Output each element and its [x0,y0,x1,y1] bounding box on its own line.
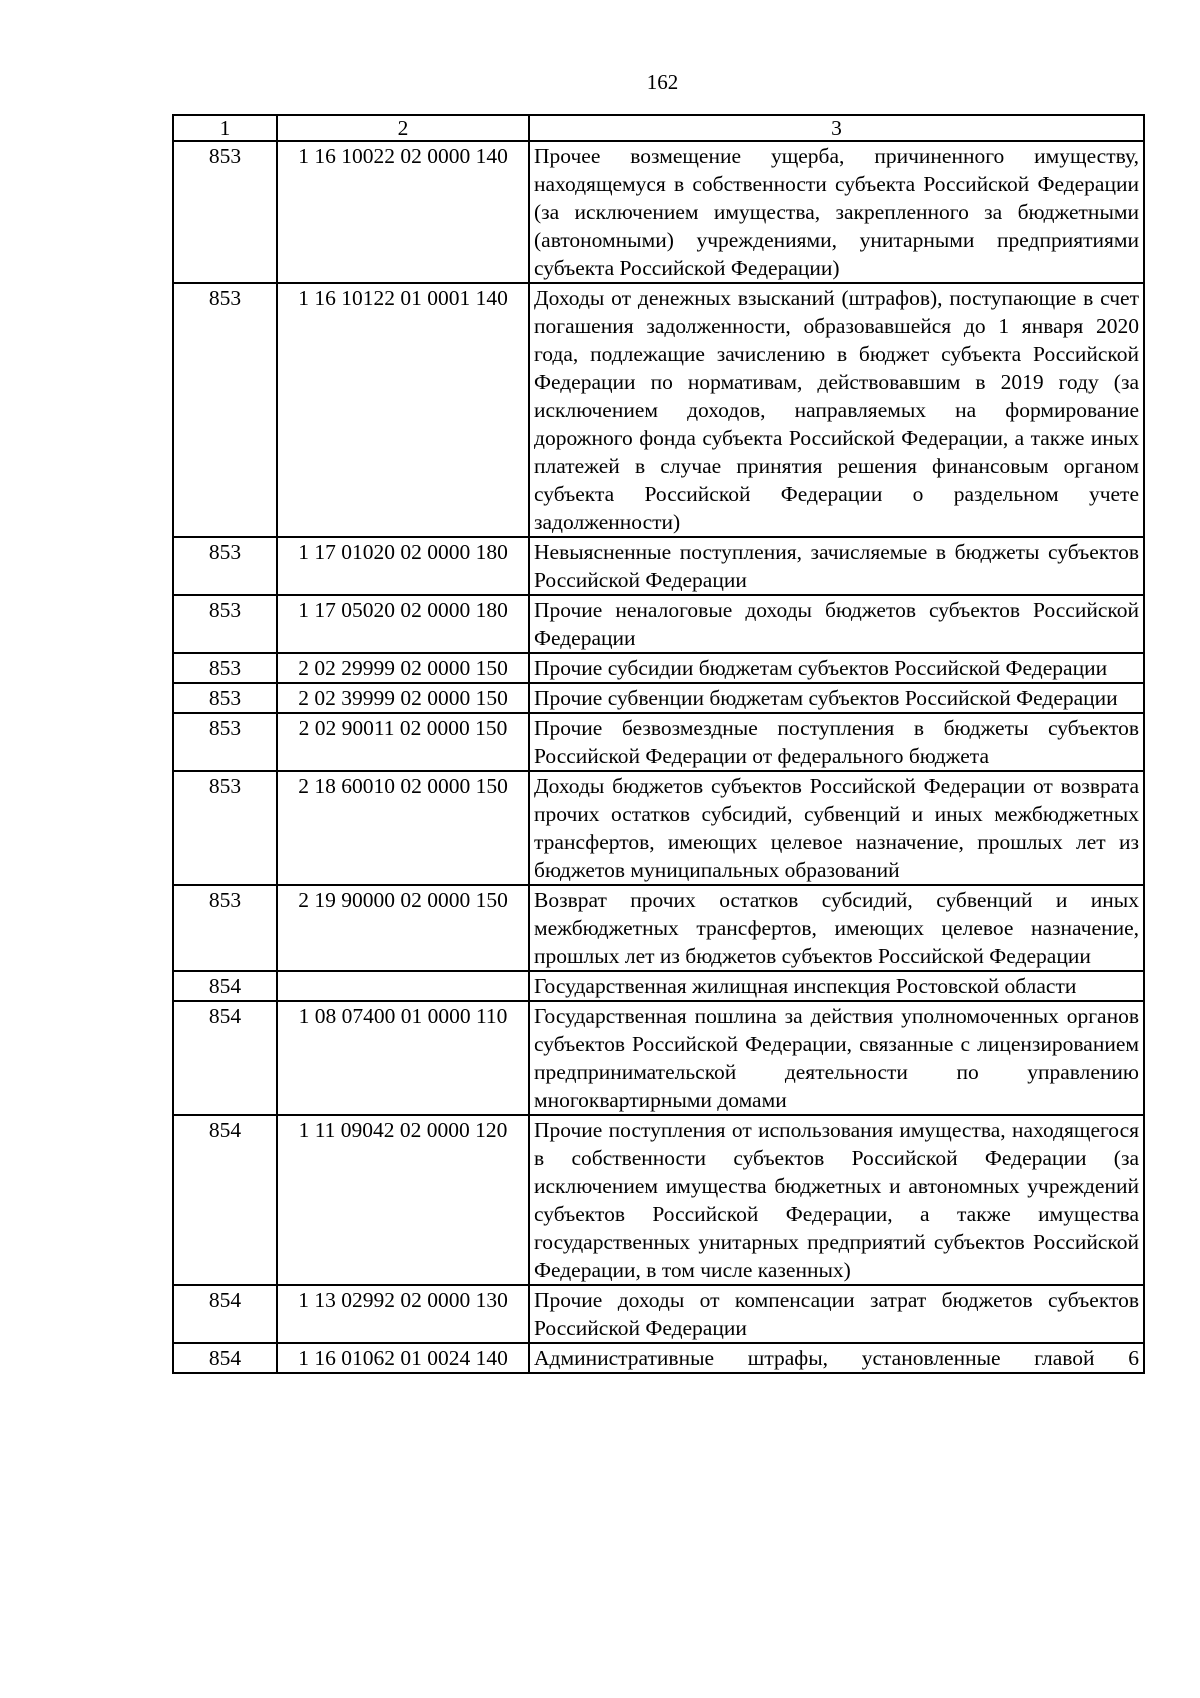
admin-code-cell: 854 [173,1001,277,1115]
table-row [173,885,1144,971]
table-row [173,713,1144,771]
table-row [173,595,1144,653]
income-name-cell: Прочие субвенции бюджетам субъектов Российской Федерации [529,683,1144,713]
header-cell-2: 2 [277,115,529,141]
admin-code-cell: 853 [173,653,277,683]
income-name-cell: Доходы от денежных взысканий (штрафов), поступающие в счет погашения задолженности, образовавшейся до 1 января 2020 года, подлежащие зачислению в бюджет субъекта Российской Федерации по нормативам, действовавшим в 2019 году (за исключением доходов, направляемых на формирование дорожного фонда субъекта Российской Федерации, а также иных платежей в случае принятия решения финансовым органом субъекта Российской Федерации о раздельном учете задолженности) [529,283,1144,537]
admin-code-cell: 854 [173,971,277,1001]
header-cell-1: 1 [173,115,277,141]
table-header-row [173,115,1144,141]
income-name-cell: Государственная жилищная инспекция Ростовской области [529,971,1144,1001]
table-row [173,1343,1144,1373]
admin-code-cell: 853 [173,885,277,971]
budget-code-cell: 1 13 02992 02 0000 130 [277,1285,529,1343]
income-name-cell: Доходы бюджетов субъектов Российской Федерации от возврата прочих остатков субсидий, субвенций и иных межбюджетных трансфертов, имеющих целевое назначение, прошлых лет из бюджетов муниципальных образований [529,771,1144,885]
budget-code-cell: 1 11 09042 02 0000 120 [277,1115,529,1285]
table-row [173,653,1144,683]
header-cell-3: 3 [529,115,1144,141]
budget-code-cell: 2 18 60010 02 0000 150 [277,771,529,885]
income-name-cell: Прочие доходы от компенсации затрат бюджетов субъектов Российской Федерации [529,1285,1144,1343]
budget-code-cell: 2 02 39999 02 0000 150 [277,683,529,713]
table-row [173,283,1144,537]
income-name-cell: Административные штрафы, установленные главой 6 [529,1343,1144,1373]
budget-code-cell: 2 02 29999 02 0000 150 [277,653,529,683]
income-name-cell: Прочее возмещение ущерба, причиненного имуществу, находящемуся в собственности субъекта Российской Федерации (за исключением имущества, закрепленного за бюджетными (автономными) учреждениями, унитарными предприятиями субъекта Российской Федерации) [529,141,1144,283]
budget-code-cell: 2 19 90000 02 0000 150 [277,885,529,971]
budget-income-table [172,114,1145,1374]
income-name-cell: Прочие субсидии бюджетам субъектов Российской Федерации [529,653,1144,683]
income-name-cell: Возврат прочих остатков субсидий, субвенций и иных межбюджетных трансфертов, имеющих целевое назначение, прошлых лет из бюджетов субъектов Российской Федерации [529,885,1144,971]
table-row [173,141,1144,283]
admin-code-cell: 853 [173,713,277,771]
budget-code-cell: 2 02 90011 02 0000 150 [277,713,529,771]
budget-code-cell: 1 16 10122 01 0001 140 [277,283,529,537]
page-number: 162 [646,70,679,94]
admin-code-cell: 853 [173,595,277,653]
table-row [173,1115,1144,1285]
admin-code-cell: 853 [173,537,277,595]
table-row [173,971,1144,1001]
budget-code-cell: 1 17 05020 02 0000 180 [277,595,529,653]
budget-code-cell: 1 16 10022 02 0000 140 [277,141,529,283]
budget-code-cell: 1 16 01062 01 0024 140 [277,1343,529,1373]
admin-code-cell: 854 [173,1285,277,1343]
admin-code-cell: 853 [173,683,277,713]
admin-code-cell: 854 [173,1343,277,1373]
income-name-cell: Прочие поступления от использования имущества, находящегося в собственности субъектов Российской Федерации (за исключением имущества бюджетных и автономных учреждений субъектов Российской Федерации, а также имущества государственных унитарных предприятий субъектов Российской Федерации, в том числе казенных) [529,1115,1144,1285]
income-name-cell: Прочие неналоговые доходы бюджетов субъектов Российской Федерации [529,595,1144,653]
income-name-cell: Государственная пошлина за действия уполномоченных органов субъектов Российской Федерации, связанные с лицензированием предпринимательской деятельности по управлению многоквартирными домами [529,1001,1144,1115]
budget-code-cell: 1 08 07400 01 0000 110 [277,1001,529,1115]
income-name-cell: Невыясненные поступления, зачисляемые в бюджеты субъектов Российской Федерации [529,537,1144,595]
income-name-cell: Прочие безвозмездные поступления в бюджеты субъектов Российской Федерации от федерального бюджета [529,713,1144,771]
table-row [173,537,1144,595]
budget-code-cell: 1 17 01020 02 0000 180 [277,537,529,595]
budget-code-cell [277,971,529,1001]
table-row [173,1285,1144,1343]
admin-code-cell: 853 [173,141,277,283]
admin-code-cell: 853 [173,283,277,537]
admin-code-cell: 853 [173,771,277,885]
table-row [173,1001,1144,1115]
table-row [173,683,1144,713]
table-row [173,771,1144,885]
admin-code-cell: 854 [173,1115,277,1285]
